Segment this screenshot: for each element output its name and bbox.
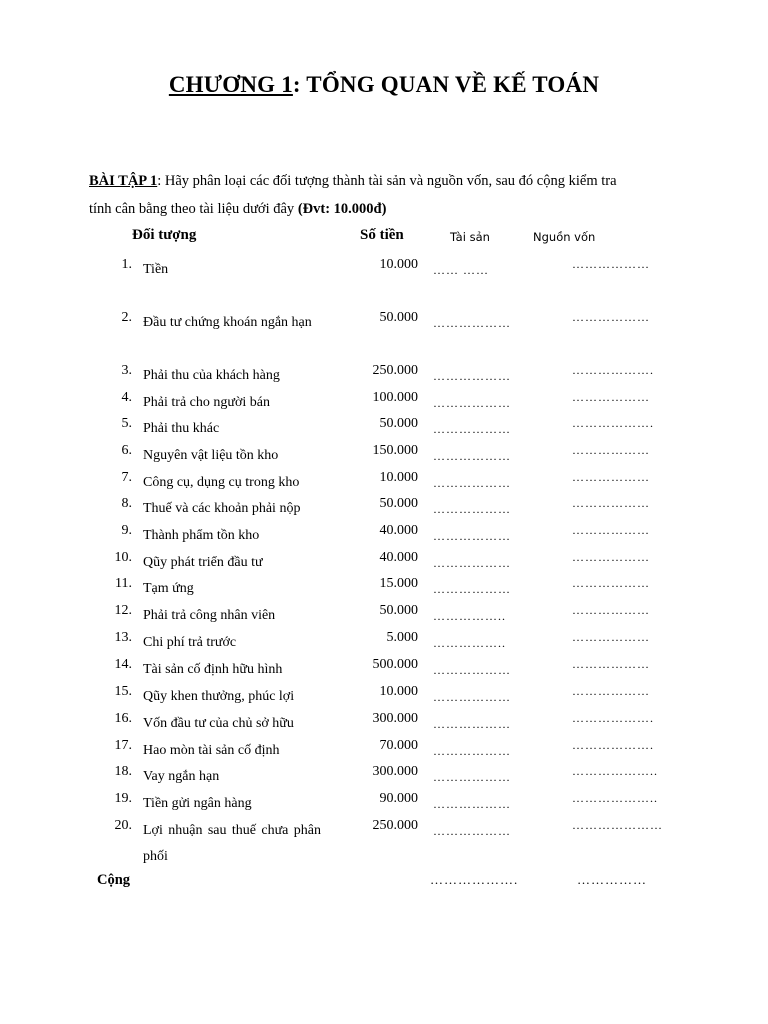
row-assets-blank: ……………… bbox=[433, 582, 511, 596]
row-number: 16. bbox=[114, 711, 132, 726]
row-assets-blank: ……………… bbox=[433, 476, 511, 490]
row-capital-blank: ………………… bbox=[572, 818, 663, 832]
row-capital-blank: ……………….. bbox=[572, 791, 658, 805]
row-amount: 50.000 bbox=[379, 496, 418, 511]
row-number: 2. bbox=[121, 310, 132, 325]
exercise-text-2: tính cân bằng theo tài liệu dưới đây bbox=[89, 201, 298, 217]
exercise-line-2 bbox=[89, 195, 689, 223]
row-object-name: Phải thu của khách hàng bbox=[143, 368, 280, 383]
total-assets: ………………. bbox=[430, 872, 519, 887]
row-capital-blank: ……………… bbox=[572, 576, 650, 590]
row-capital-blank: ……………… bbox=[572, 684, 650, 698]
row-assets-blank: ……………… bbox=[433, 717, 511, 731]
row-assets-blank: …………….. bbox=[433, 609, 506, 623]
row-amount: 50.000 bbox=[379, 310, 418, 325]
row-amount: 250.000 bbox=[372, 363, 418, 378]
row-number: 6. bbox=[121, 443, 132, 458]
chapter-title: : TỔNG QUAN VỀ KẾ TOÁN bbox=[292, 72, 600, 97]
row-assets-blank: ……………… bbox=[433, 316, 511, 330]
row-capital-blank: ……………… bbox=[572, 470, 650, 484]
row-object-name: Tài sản cố định hữu hình bbox=[143, 662, 283, 677]
row-object-name: Lợi nhuận sau thuế chưa phân phối bbox=[143, 823, 321, 864]
header-object: Đối tượng bbox=[132, 227, 197, 243]
row-object-name: Phải thu khác bbox=[143, 421, 220, 436]
row-capital-blank: ………………. bbox=[572, 363, 654, 377]
row-assets-blank: …… …… bbox=[433, 263, 489, 277]
row-object-name: Tiền bbox=[143, 262, 169, 277]
row-amount: 5.000 bbox=[386, 630, 418, 645]
row-amount: 40.000 bbox=[379, 550, 418, 565]
row-capital-blank: ……………… bbox=[572, 523, 650, 537]
row-capital-blank: ……………… bbox=[572, 603, 650, 617]
row-capital-blank: ………………. bbox=[572, 711, 654, 725]
row-capital-blank: ……………… bbox=[572, 257, 650, 271]
row-assets-blank: ……………… bbox=[433, 770, 511, 784]
row-number: 18. bbox=[114, 764, 132, 779]
row-assets-blank: ……………… bbox=[433, 449, 511, 463]
row-object-name: Tiền gửi ngân hàng bbox=[143, 796, 252, 811]
row-number: 7. bbox=[121, 470, 132, 485]
row-assets-blank: ……………… bbox=[433, 556, 511, 570]
row-assets-blank: …………….. bbox=[433, 636, 506, 650]
row-object-name: Thuế và các khoản phải nộp bbox=[143, 501, 301, 516]
row-amount: 300.000 bbox=[372, 764, 418, 779]
exercise-label: BÀI TẬP 1 bbox=[89, 173, 158, 189]
header-assets: Tài sản bbox=[450, 230, 490, 244]
row-number: 13. bbox=[114, 630, 132, 645]
row-number: 17. bbox=[114, 738, 132, 753]
exercise-text-1: : Hãy phân loại các đối tượng thành tài sản và nguồn vốn, sau đó cộng kiểm tra bbox=[157, 173, 617, 189]
row-amount: 15.000 bbox=[379, 576, 418, 591]
row-object-name: Qũy khen thưởng, phúc lợi bbox=[143, 689, 295, 704]
row-assets-blank: ……………… bbox=[433, 369, 511, 383]
row-assets-blank: ……………… bbox=[433, 502, 511, 516]
row-amount: 10.000 bbox=[379, 470, 418, 485]
row-number: 11. bbox=[115, 576, 132, 591]
row-assets-blank: ……………… bbox=[433, 422, 511, 436]
row-number: 3. bbox=[121, 363, 132, 378]
row-object-name: Phải trả cho người bán bbox=[143, 395, 270, 410]
row-object-name: Vay ngắn hạn bbox=[143, 769, 220, 784]
row-capital-blank: ………………. bbox=[572, 416, 654, 430]
row-object-name: Chi phí trả trước bbox=[143, 635, 237, 650]
row-capital-blank: ……………… bbox=[572, 310, 650, 324]
row-number: 15. bbox=[114, 684, 132, 699]
row-number: 9. bbox=[121, 523, 132, 538]
row-object-name: Thành phẩm tồn kho bbox=[143, 528, 260, 543]
row-amount: 40.000 bbox=[379, 523, 418, 538]
row-number: 14. bbox=[114, 657, 132, 672]
row-capital-blank: ………………. bbox=[572, 738, 654, 752]
row-number: 19. bbox=[114, 791, 132, 806]
row-amount: 150.000 bbox=[372, 443, 418, 458]
row-amount: 50.000 bbox=[379, 416, 418, 431]
row-assets-blank: ……………… bbox=[433, 663, 511, 677]
row-number: 20. bbox=[114, 818, 132, 833]
row-object-name: Hao mòn tài sản cố định bbox=[143, 743, 280, 758]
row-capital-blank: ……………… bbox=[572, 630, 650, 644]
row-assets-blank: ……………… bbox=[433, 690, 511, 704]
row-object-name: Công cụ, dụng cụ trong kho bbox=[143, 475, 300, 490]
row-number: 12. bbox=[114, 603, 132, 618]
row-capital-blank: ……………… bbox=[572, 443, 650, 457]
row-number: 5. bbox=[121, 416, 132, 431]
header-amount: Số tiền bbox=[360, 227, 404, 243]
row-amount: 100.000 bbox=[372, 390, 418, 405]
row-assets-blank: ……………… bbox=[433, 396, 511, 410]
row-number: 4. bbox=[121, 390, 132, 405]
row-amount: 70.000 bbox=[379, 738, 418, 753]
chapter-label: CHƯƠNG 1 bbox=[168, 72, 293, 97]
header-capital: Nguồn vốn bbox=[533, 230, 596, 244]
row-amount: 10.000 bbox=[379, 257, 418, 272]
unit-note: (Đvt: 10.000đ) bbox=[297, 201, 387, 217]
row-amount: 90.000 bbox=[379, 791, 418, 806]
row-object-name: Nguyên vật liệu tồn kho bbox=[143, 448, 279, 463]
row-amount: 250.000 bbox=[372, 818, 418, 833]
row-assets-blank: ……………… bbox=[433, 797, 511, 811]
row-object-name: Phải trả công nhân viên bbox=[143, 608, 276, 623]
row-amount: 50.000 bbox=[379, 603, 418, 618]
row-object-name: Đầu tư chứng khoán ngắn hạn bbox=[143, 315, 312, 330]
row-assets-blank: ……………… bbox=[433, 824, 511, 838]
row-assets-blank: ……………… bbox=[433, 529, 511, 543]
row-capital-blank: ……………….. bbox=[572, 764, 658, 778]
row-object-name: Tạm ứng bbox=[143, 581, 194, 596]
row-number: 10. bbox=[114, 550, 132, 565]
total-label: Cộng bbox=[97, 872, 131, 888]
row-number: 1. bbox=[121, 257, 132, 272]
row-object-name: Qũy phát triển đầu tư bbox=[143, 555, 263, 570]
row-amount: 10.000 bbox=[379, 684, 418, 699]
exercise-intro bbox=[89, 167, 689, 223]
row-amount: 300.000 bbox=[372, 711, 418, 726]
row-capital-blank: ……………… bbox=[572, 390, 650, 404]
row-capital-blank: ……………… bbox=[572, 550, 650, 564]
page-title bbox=[0, 72, 768, 98]
row-amount: 500.000 bbox=[372, 657, 418, 672]
row-capital-blank: ……………… bbox=[572, 496, 650, 510]
row-number: 8. bbox=[121, 496, 132, 511]
row-assets-blank: ……………… bbox=[433, 744, 511, 758]
row-object-name: Vốn đầu tư của chủ sở hữu bbox=[143, 716, 294, 731]
row-capital-blank: ……………… bbox=[572, 657, 650, 671]
total-capital: …………… bbox=[577, 872, 647, 887]
